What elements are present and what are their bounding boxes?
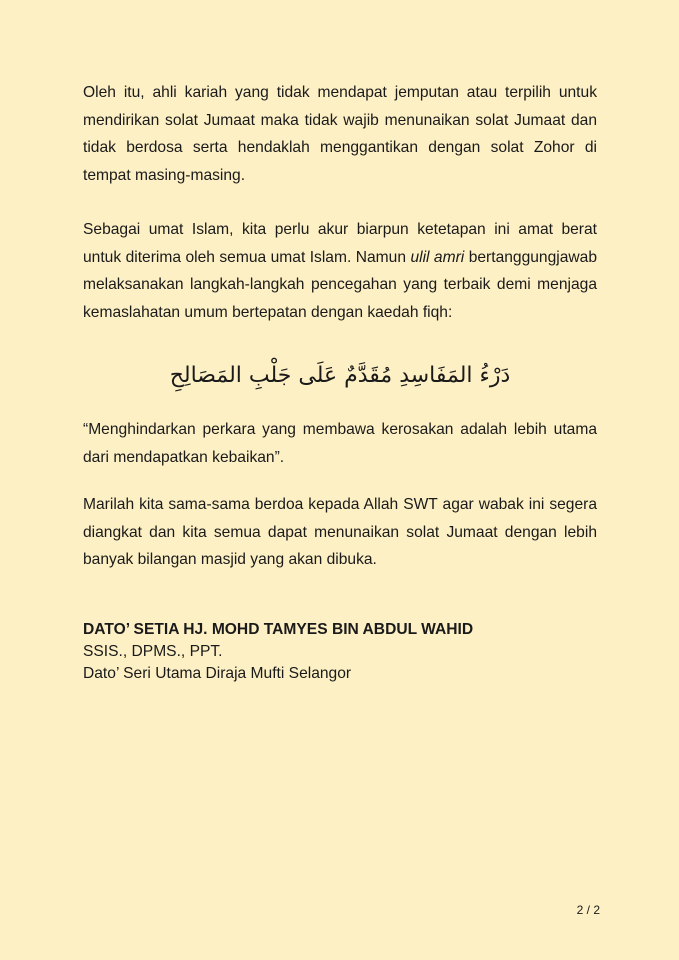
- paragraph-prayer: Marilah kita sama-sama berdoa kepada Allah SWT agar wabak ini segera diangkat dan kita semua dapat menunaikan solat Jumaat dengan lebih banyak bilangan masjid yang akan dibuka.: [83, 496, 597, 568]
- paragraph-text-start: Sebagai umat Islam, kita perlu akur biarpun ketetapan ini amat berat untuk diterima oleh semua umat Islam. Namun: [83, 221, 597, 266]
- maxim-translation: “Menghindarkan perkara yang membawa kerosakan adalah lebih utama dari mendapatkan kebaikan”.: [83, 421, 597, 466]
- paragraph-text-end: bertanggungjawab melaksanakan langkah-langkah pencegahan yang terbaik demi menjaga kemaslahatan umum bertepatan dengan kaedah fiqh:: [83, 248, 598, 321]
- signatory-name: DATO’ SETIA HJ. MOHD TAMYES BIN ABDUL WAHID: [83, 621, 474, 638]
- page-number: 2 / 2: [576, 903, 600, 917]
- signature-block: [83, 619, 597, 685]
- ulil-amri-term: ulil amri: [410, 248, 465, 266]
- signatory-position: Dato’ Seri Utama Diraja Mufti Selangor: [83, 665, 352, 682]
- paragraph-friday-prayer-exemption: Oleh itu, ahli kariah yang tidak mendapat jemputan atau terpilih untuk mendirikan solat Jumaat maka tidak wajib menunaikan solat Jumaat dan tidak berdosa serta hendaklah menggantikan dengan solat Zohor di tempat masing-masing.: [83, 84, 597, 184]
- signatory-titles: SSIS., DPMS., PPT.: [83, 643, 223, 660]
- paragraph-accept-decision: [83, 216, 597, 326]
- arabic-fiqh-maxim: دَرْءُ المَفَاسِدِ مُقَدَّمٌ عَلَى جَلْبِ المَصَالِحِ: [169, 363, 511, 388]
